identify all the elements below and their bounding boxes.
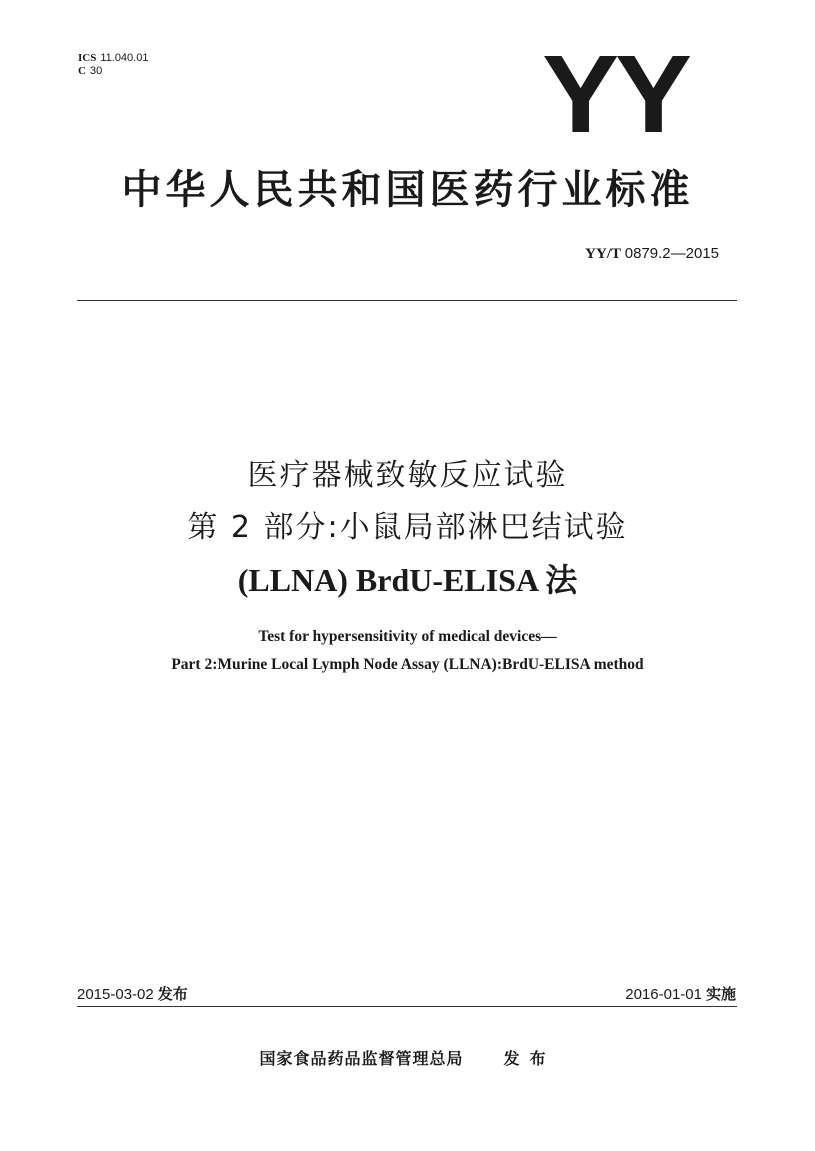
issuer-name: 国家食品药品监督管理总局 <box>259 1049 464 1068</box>
implement-word: 实施 <box>705 985 736 1003</box>
bottom-divider <box>77 1006 737 1007</box>
publish-date <box>77 983 188 1004</box>
title-cn-line1: 医疗器械致敏反应试验 <box>247 458 568 493</box>
standard-number-value: 0879.2—2015 <box>624 245 719 262</box>
standard-number-prefix: YY/T <box>585 246 621 262</box>
implement-date <box>625 983 736 1004</box>
standard-title: 中华人民共和国医药行业标准 <box>121 167 694 213</box>
class-value: 30 <box>89 65 103 77</box>
implement-date-value: 2016-01-01 <box>625 986 702 1003</box>
issuer <box>40 1046 775 1069</box>
ics-label: ICS <box>78 52 97 64</box>
class-label: C <box>78 65 86 77</box>
title-en-line2: Part 2:Murine Local Lymph Node Assay (LLNA):BrdU-ELISA method <box>171 656 644 673</box>
ics-value: 11.040.01 <box>100 52 149 64</box>
title-en-line1: Test for hypersensitivity of medical devices— <box>258 628 557 645</box>
publish-word: 发布 <box>157 985 188 1003</box>
yy-logo: YY <box>542 33 688 156</box>
issuer-action: 发布 <box>503 1049 556 1068</box>
title-cn-line2: 第 2 部分:小鼠局部淋巴结试验 <box>187 510 628 545</box>
standard-number <box>585 245 719 263</box>
publish-date-value: 2015-03-02 <box>77 986 154 1003</box>
class-line <box>78 65 148 78</box>
title-cn-line3: (LLNA) BrdU-ELISA 法 <box>237 562 578 598</box>
top-divider <box>77 300 737 301</box>
ics-block <box>78 52 148 78</box>
ics-line <box>78 52 148 65</box>
